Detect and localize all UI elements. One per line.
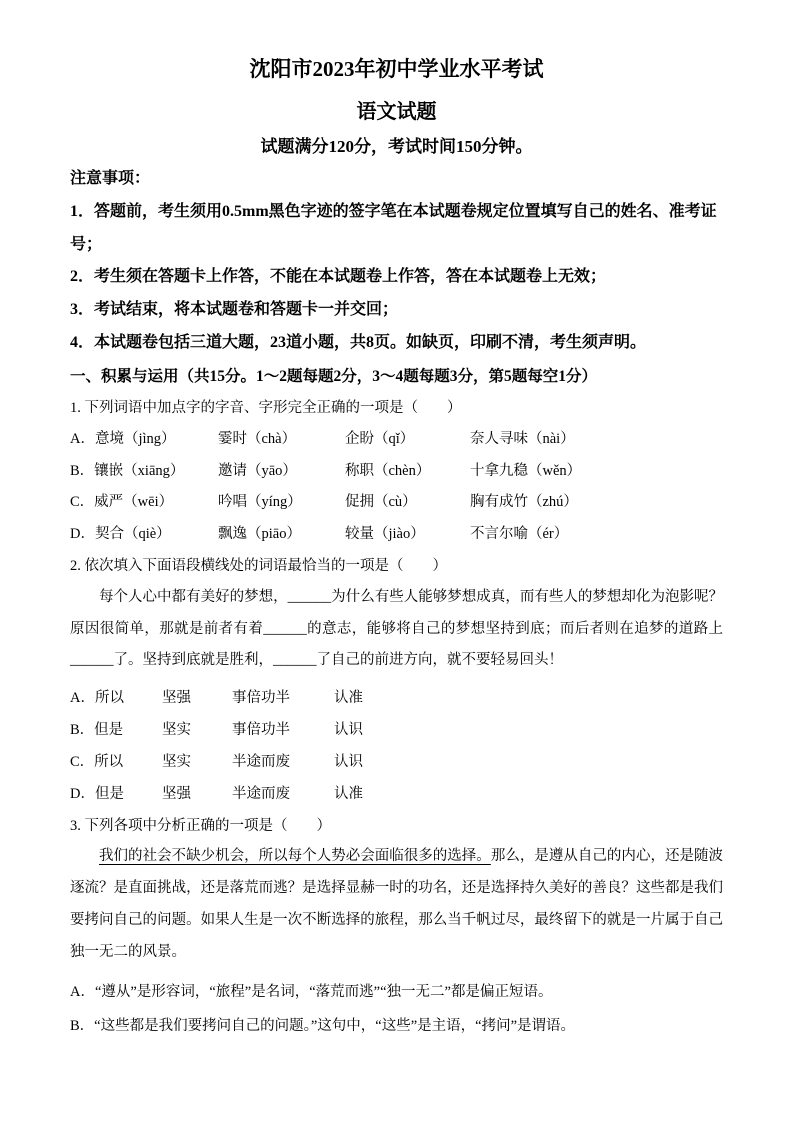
section-heading: 一、积累与运用（共15分。1～2题每题2分，3～4题每题3分，第5题每空1分） <box>70 367 598 385</box>
option-cell: D．但是 <box>70 785 124 802</box>
option-cell: 十拿九稳（wěn） <box>470 462 582 479</box>
option-cell: 霎时（chà） <box>218 430 297 447</box>
option-cell: A．所以 <box>70 690 124 707</box>
question-1-option-row-d <box>70 519 723 551</box>
question-3-option-b: B．“这些都是我们要拷问自己的问题。”这句中，“这些”是主语，“拷问”是谓语。 <box>70 1017 576 1034</box>
option-cell: 坚强 <box>162 785 191 802</box>
notice-item: 1．答题前，考生须用0.5mm黑色字迹的签字笔在本试题卷规定位置填写自己的姓名、准考证号； <box>70 202 717 253</box>
option-cell: 企盼（qǐ） <box>345 430 415 447</box>
question-1-stem: 1. 下列词语中加点字的字音、字形完全正确的一项是（ ） <box>70 400 462 417</box>
option-cell: 认识 <box>334 722 363 739</box>
question-2-option-row-a <box>70 683 723 715</box>
question-2-option-row-c <box>70 747 723 779</box>
option-cell: C．威严（wēi） <box>70 494 174 511</box>
question-2-stem: 2. 依次填入下面语段横线处的词语最恰当的一项是（ ） <box>70 558 447 575</box>
exam-meta: 试题满分120分，考试时间150分钟。 <box>260 137 533 157</box>
page-title: 沈阳市2023年初中学业水平考试 <box>249 57 544 81</box>
question-2-option-row-b <box>70 715 723 747</box>
option-cell: C．所以 <box>70 754 124 771</box>
passage-rest: 那么，是遵从自己的内心，还是随波逐流？是直面挑战，还是落荒而逃？是选择显赫一时的功名，还是选择持久美好的善良？这些都是我们要拷问自己的问题。如果人生是一次不断选择的旅程，那么当千帆过尽，最终留下的就是一片属于自己独一无二的风景。 <box>70 848 724 960</box>
option-cell: 较量（jiào） <box>345 526 425 543</box>
option-cell: B．镶嵌（xiāng） <box>70 462 185 479</box>
question-3-option-a: A．“遵从”是形容词，“旅程”是名词，“落荒而逃”“独一无二”都是偏正短语。 <box>70 983 553 1000</box>
question-2-passage: 每个人心中都有美好的梦想，______为什么有些人能够梦想成真，而有些人的梦想却化为泡影呢？原因很简单，那就是前者有着______的意志，能够将自己的梦想坚持到底；而后者则在追梦的道路上______了。坚持到底就是胜利，______了自己的前进方向，就不要轻易回头！ <box>70 588 723 669</box>
question-1-option-row-c <box>70 487 723 519</box>
option-cell: 促拥（cù） <box>345 494 417 511</box>
option-cell: 胸有成竹（zhú） <box>470 494 578 511</box>
option-cell: A．意境（jìng） <box>70 430 176 447</box>
question-1 <box>70 393 723 551</box>
option-cell: 坚强 <box>162 690 191 707</box>
question-3 <box>70 811 723 1043</box>
option-cell: 邀请（yāo） <box>218 462 297 479</box>
question-2 <box>70 551 723 811</box>
question-1-option-row-a <box>70 424 723 456</box>
option-cell: 事倍功半 <box>232 690 290 707</box>
notice-heading: 注意事项： <box>70 170 151 188</box>
notice-item: 3．考试结束，将本试题卷和答题卡一并交回； <box>70 301 399 319</box>
exam-subject-title: 语文试题 <box>356 101 437 124</box>
option-cell: 不言尔喻（ér） <box>470 526 569 543</box>
notice-item: 4．本试题卷包括三道大题，23道小题，共8页。如缺页，印刷不清，考生须声明。 <box>70 334 647 352</box>
option-cell: D．契合（qiè） <box>70 526 171 543</box>
question-3-stem: 3. 下列各项中分析正确的一项是（ ） <box>70 817 331 834</box>
option-cell: 坚实 <box>162 754 191 771</box>
option-cell: 飘逸（piāo） <box>218 526 301 543</box>
notice-item: 2．考生须在答题卡上作答，不能在本试题卷上作答，答在本试题卷上无效； <box>70 268 607 286</box>
option-cell: 吟唱（yíng） <box>218 494 302 511</box>
option-cell: 认识 <box>334 754 363 771</box>
option-cell: 认准 <box>334 690 363 707</box>
notice-section <box>70 163 723 360</box>
option-cell: 奈人寻味（nài） <box>470 430 575 447</box>
question-2-option-row-d <box>70 779 723 811</box>
option-cell: 半途而废 <box>232 785 290 802</box>
option-cell: 认准 <box>334 785 363 802</box>
option-cell: 半途而废 <box>232 754 290 771</box>
question-1-option-row-b <box>70 456 723 488</box>
option-cell: B．但是 <box>70 722 124 739</box>
option-cell: 事倍功半 <box>232 722 290 739</box>
underlined-sentence: 我们的社会不缺少机会，所以每个人势必会面临很多的选择。 <box>99 848 491 865</box>
question-3-passage <box>70 841 723 969</box>
option-cell: 坚实 <box>162 722 191 739</box>
option-cell: 称职（chèn） <box>345 462 431 479</box>
